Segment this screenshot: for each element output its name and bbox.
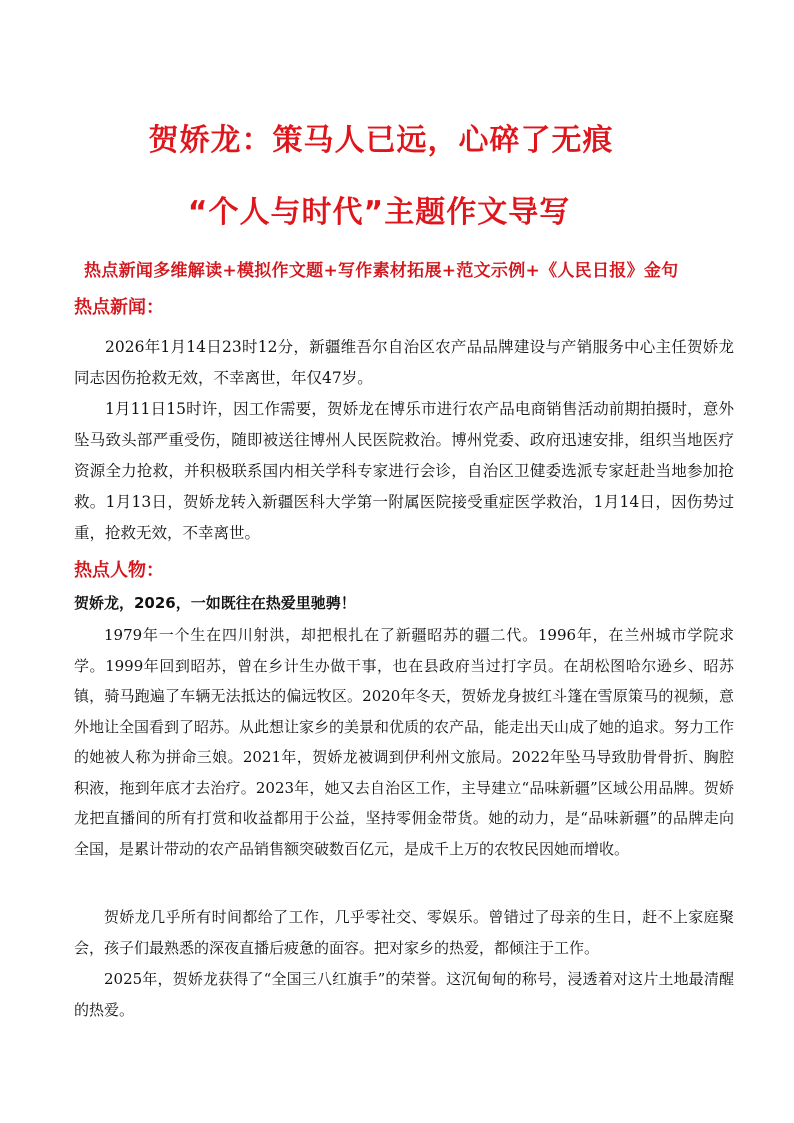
- person-paragraph: 贺娇龙几乎所有时间都给了工作，几乎零社交、零娱乐。曾错过了母亲的生日，赶不上家庭聚会，孩子们最熟悉的深夜直播后疲惫的面容。把对家乡的热爱，都倾注于工作。: [74, 908, 734, 957]
- page-subtitle-title: “个人与时代”主题作文导写: [187, 195, 571, 230]
- page-title: 贺娇龙：策马人已远，心碎了无痕: [148, 123, 614, 158]
- section-heading-news: 热点新闻：: [74, 297, 164, 318]
- person-paragraph: 1979年一个生在四川射洪，却把根扎在了新疆昭苏的疆二代。1996年，在兰州城市学院求学。1999年回到昭苏，曾在乡计生办做干事，也在县政府当过打字员。在胡松图哈尔逊乡、昭苏镇，骑马跑遍了车辆无法抵达的偏远牧区。2020年冬天，贺娇龙身披红斗篷在雪原策马的视频，意外地让全国看到了昭苏。从此想让家乡的美景和优质的农产品，能走出天山成了她的追求。努力工作的她被人称为拼命三娘。2021年，贺娇龙被调到伊利州文旅局。2022年坠马导致肋骨骨折、胸腔积液，拖到年底才去治疗。2023年，她又去自治区工作，主导建立“品味新疆”区域公用品牌。贺娇龙把直播间的所有打赏和收益都用于公益，坚持零佣金带货。她的动力，是“品味新疆”的品牌走向全国，是累计带动的农产品销售额突破数百亿元，是成千上万的农牧民因她而增收。: [74, 626, 735, 858]
- news-paragraph: 2026年1月14日23时12分，新疆维吾尔自治区农产品品牌建设与产销服务中心主任贺娇龙同志因伤抢救无效，不幸离世，年仅47岁。: [74, 338, 734, 387]
- topic-summary: 热点新闻多维解读+模拟作文题+写作素材拓展+范文示例+《人民日报》金句: [84, 261, 679, 281]
- person-headline: 贺娇龙，2026，一如既往在热爱里驰骋！: [74, 594, 356, 612]
- person-paragraph: 2025年，贺娇龙获得了“全国三八红旗手”的荣誉。这沉甸甸的称号，浸透着对这片土地最清醒的热爱。: [74, 970, 734, 1019]
- section-heading-person: 热点人物：: [74, 560, 164, 581]
- news-paragraph: 1月11日15时许，因工作需要，贺娇龙在博乐市进行农产品电商销售活动前期拍摄时，意外坠马致头部严重受伤，随即被送往博州人民医院救治。博州党委、政府迅速安排，组织当地医疗资源全力抢救，并积极联系国内相关学科专家进行会诊，自治区卫健委选派专家赶赴当地参加抢救。1月13日，贺娇龙转入新疆医科大学第一附属医院接受重症医学救治，1月14日，因伤势过重，抢救无效，不幸离世。: [74, 400, 734, 542]
